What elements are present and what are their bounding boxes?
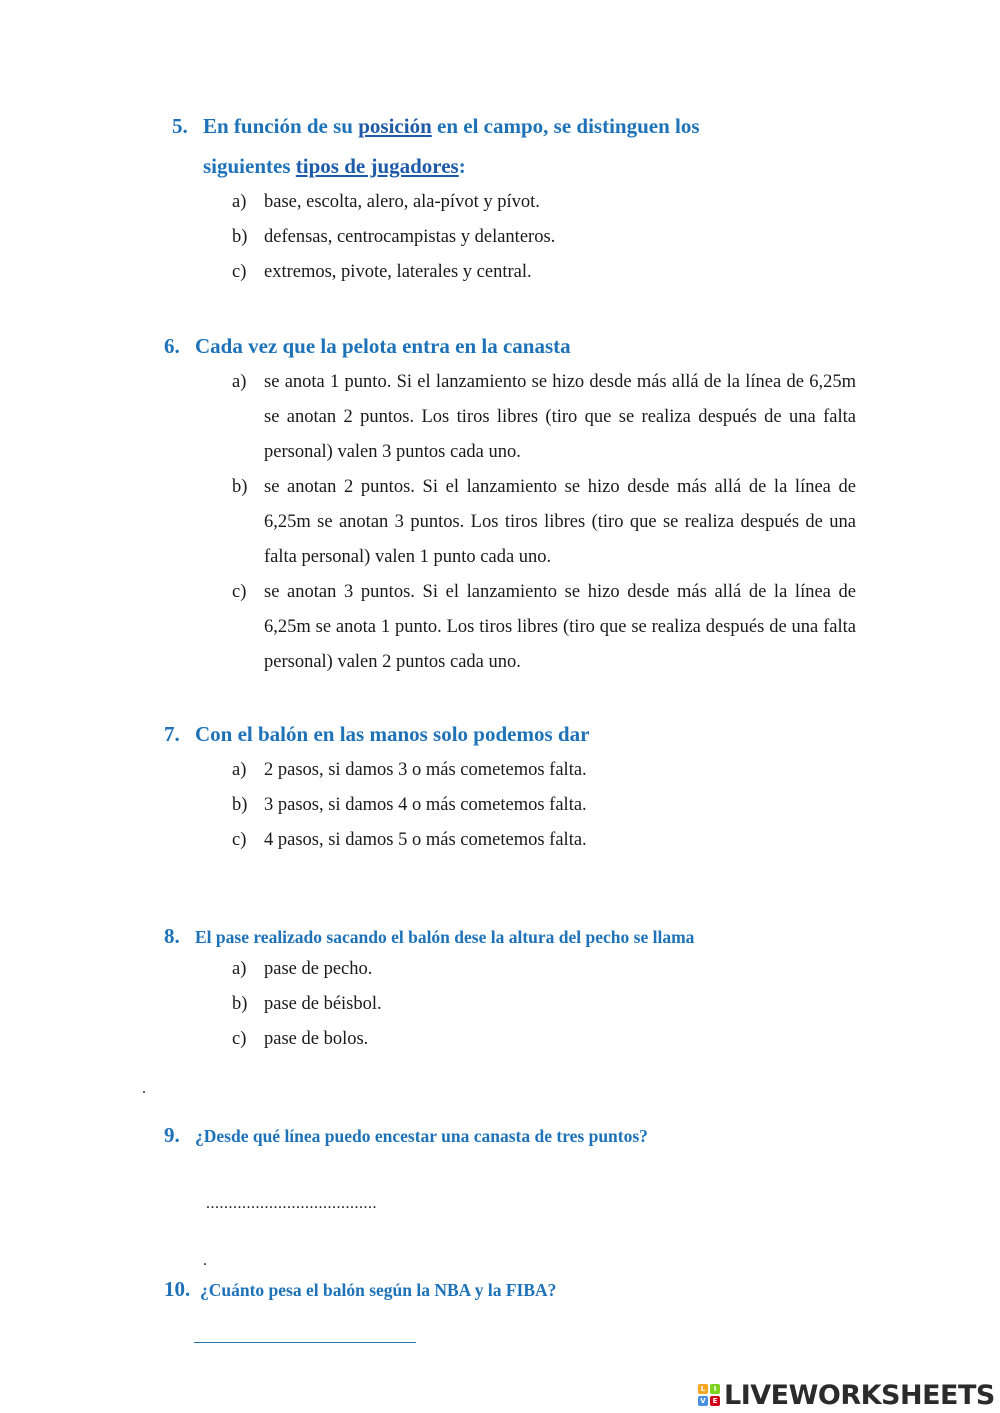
option-item[interactable] bbox=[232, 1022, 382, 1057]
question-text: ¿Cuánto pesa el balón según la NBA y la FIBA? bbox=[200, 1280, 557, 1300]
question-number: 5. bbox=[172, 114, 188, 138]
option-text: pase de béisbol. bbox=[264, 994, 382, 1014]
option-item[interactable] bbox=[232, 575, 856, 680]
stray-dot: . bbox=[142, 1080, 146, 1097]
question-number: 9. bbox=[164, 1123, 180, 1147]
option-text: defensas, centrocampistas y delanteros. bbox=[264, 227, 556, 247]
option-label: c) bbox=[232, 1029, 247, 1049]
underlined-term: tipos de jugadores bbox=[295, 154, 459, 178]
question-text: Con el balón en las manos solo podemos dar bbox=[195, 722, 590, 746]
option-item[interactable] bbox=[232, 255, 555, 290]
question-text: En función de su bbox=[203, 114, 359, 138]
option-item[interactable] bbox=[232, 185, 555, 220]
option-text: se anotan 3 puntos. Si el lanzamiento se hizo desde más allá de la línea de 6,25m se anota 1 punto. Los tiros libres (tiro que se realiza después de una falta personal) valen 2 puntos cada uno. bbox=[264, 582, 856, 672]
option-label: b) bbox=[232, 994, 248, 1014]
question-number: 7. bbox=[164, 722, 180, 746]
option-label: c) bbox=[232, 582, 247, 602]
logo-tile-v: V bbox=[698, 1396, 708, 1406]
answer-line-underline[interactable] bbox=[194, 1342, 416, 1343]
question-6-options bbox=[232, 365, 856, 680]
option-item[interactable] bbox=[232, 987, 382, 1022]
liveworksheets-logo bbox=[698, 1380, 995, 1410]
option-label: c) bbox=[232, 830, 247, 850]
question-8-options bbox=[232, 952, 382, 1057]
option-text: se anota 1 punto. Si el lanzamiento se hizo desde más allá de la línea de 6,25m se anotan 2 puntos. Los tiros libres (tiro que se realiza después de una falta personal) valen 3 puntos cada uno. bbox=[264, 372, 856, 462]
logo-tile-i: I bbox=[710, 1384, 720, 1394]
question-5-heading bbox=[172, 113, 700, 139]
question-text: Cada vez que la pelota entra en la canasta bbox=[195, 334, 571, 358]
option-item[interactable] bbox=[232, 753, 587, 788]
option-text: base, escolta, alero, ala-pívot y pívot. bbox=[264, 192, 540, 212]
question-6-heading bbox=[164, 333, 571, 359]
option-label: c) bbox=[232, 262, 247, 282]
logo-mark-icon bbox=[698, 1384, 720, 1406]
logo-tile-l: L bbox=[698, 1384, 708, 1394]
question-text: El pase realizado sacando el balón dese la altura del pecho se llama bbox=[195, 927, 695, 947]
option-label: a) bbox=[232, 372, 247, 392]
option-text: pase de pecho. bbox=[264, 959, 373, 979]
underlined-term: posición bbox=[358, 114, 432, 138]
option-text: 3 pasos, si damos 4 o más cometemos falta. bbox=[264, 795, 587, 815]
option-text: extremos, pivote, laterales y central. bbox=[264, 262, 532, 282]
option-label: b) bbox=[232, 227, 248, 247]
option-text: 4 pasos, si damos 5 o más cometemos falta. bbox=[264, 830, 587, 850]
option-label: a) bbox=[232, 760, 247, 780]
option-item[interactable] bbox=[232, 365, 856, 470]
question-5-options bbox=[232, 185, 555, 290]
question-10-heading bbox=[164, 1277, 556, 1304]
option-text: se anotan 2 puntos. Si el lanzamiento se hizo desde más allá de la línea de 6,25m se anotan 3 puntos. Los tiros libres (tiro que se realiza después de una falta personal) valen 1 punto cada uno. bbox=[264, 477, 856, 567]
question-number: 8. bbox=[164, 924, 180, 948]
option-text: 2 pasos, si damos 3 o más cometemos falta. bbox=[264, 760, 587, 780]
option-item[interactable] bbox=[232, 823, 587, 858]
option-label: b) bbox=[232, 477, 248, 497]
logo-tile-e: E bbox=[710, 1396, 720, 1406]
question-text: : bbox=[458, 154, 466, 178]
question-8-heading bbox=[164, 924, 694, 951]
option-label: a) bbox=[232, 959, 247, 979]
question-7-heading bbox=[164, 721, 589, 747]
question-5-heading-line2 bbox=[203, 153, 466, 179]
question-number: 6. bbox=[164, 334, 180, 358]
option-item[interactable] bbox=[232, 952, 382, 987]
question-7-options bbox=[232, 753, 587, 858]
option-item[interactable] bbox=[232, 220, 555, 255]
question-text: ¿Desde qué línea puedo encestar una canasta de tres puntos? bbox=[195, 1126, 648, 1146]
answer-line-dotted[interactable]: ...................................... bbox=[206, 1195, 377, 1212]
question-9-heading bbox=[164, 1123, 648, 1150]
option-item[interactable] bbox=[232, 788, 587, 823]
option-label: a) bbox=[232, 192, 247, 212]
stray-dot: . bbox=[203, 1252, 207, 1269]
option-text: pase de bolos. bbox=[264, 1029, 369, 1049]
option-label: b) bbox=[232, 795, 248, 815]
question-text: en el campo, se distinguen los bbox=[431, 114, 700, 138]
question-text: siguientes bbox=[203, 154, 296, 178]
question-number: 10. bbox=[164, 1277, 191, 1301]
logo-text: LIVEWORKSHEETS bbox=[724, 1379, 995, 1411]
option-item[interactable] bbox=[232, 470, 856, 575]
